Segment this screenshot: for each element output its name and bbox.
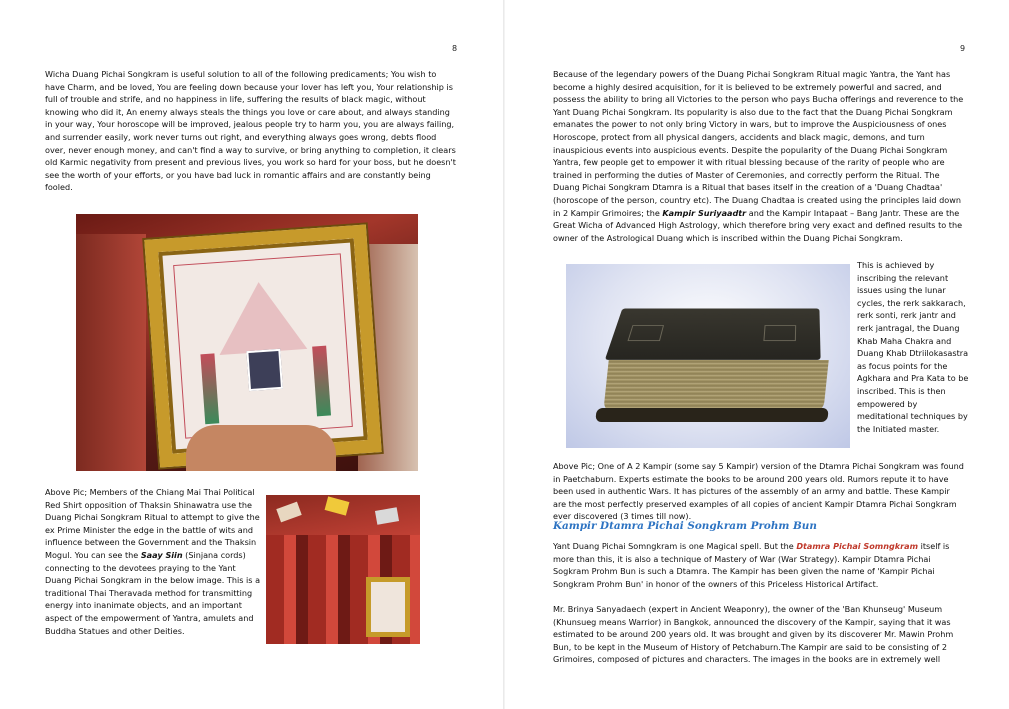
yantra-frame bbox=[366, 577, 410, 637]
spire bbox=[200, 353, 219, 424]
paragraph-emphasis-red: Dtamra Pichai Somngkram bbox=[796, 541, 919, 551]
hand bbox=[186, 425, 336, 471]
yantra-diagram bbox=[173, 253, 353, 438]
page-number-right: 9 bbox=[960, 44, 966, 53]
paragraph-text: Because of the legendary powers of the Duang Pichai Songkram Ritual magic Yantra, the Yant has become a highly desired acquisition, for it is believed to be extremely powerful and sacred, and possess the ability to bring all Victories to the person who pays Bucha offerings and reverence to the Yant Duang Pichai Songkram. Its popularity is also due to the fact that the Duang Pichai Songkram emanates the power to not only bring Victory in wars, but to improve the Auspiciousness of ones Horoscope, protect from all physical dangers, accidents and black magic, demons, and turn inauspicious events into auspicious events. Despite the popularity of the Duang Pichai Songkram Yantra, few people get to empower it with ritual blessing because of the rarity of people who are trained in performing the duties of Master of Ceremonies, and correctly perform the Ritual. The Duang Pichai Songkram Dtamra is a Ritual that bases itself in the creation of a 'Duang Chadtaa' (horoscope of the person, country etc). The Duang Chadtaa is created using the principles laid down in 2 Kampir Grimoires; the bbox=[553, 69, 964, 218]
paragraph-text: itself is more than this, it is also a technique of Mastery of War (War Strategy). Kampir Dtamra Pichai Sogkram Prohm Bun is such a Dtamra. The Kampir has been given the name of 'Kampir Pichai Songkram Prohm Bun' in honor of the owners of this Priceless Historical Artifact. bbox=[553, 541, 950, 589]
flag bbox=[375, 507, 399, 525]
yantra-frame-photo bbox=[76, 214, 418, 471]
book-base bbox=[595, 408, 828, 422]
right-paragraph-2 bbox=[553, 540, 965, 590]
page-number-left: 8 bbox=[452, 44, 458, 53]
caption-text: (Sinjana cords) connecting to the devotees praying to the Yant Duang Pichai Songkram in the below image. This is a traditional Thai Theravada method for transmitting energy into inanimate objects, and an important aspect of the empowerment of Yantra, amulets and Buddha Statues and other Deities. bbox=[45, 549, 261, 636]
yantra-triangle bbox=[215, 279, 308, 355]
book-pages bbox=[603, 360, 828, 412]
paragraph-emphasis: Kampir Suriyaadtr bbox=[662, 207, 747, 218]
book-cover bbox=[605, 309, 821, 360]
intro-paragraph: Wicha Duang Pichai Songkram is useful solution to all of the following predicaments; You wish to have Charm, and be loved, You are feeling down because your lover has left you, Your relationship is full of trouble and strife, and no happiness in life, suffering the results of black magic, without knowing who did it, An enemy always steals the things you love or care about, and always standing in your way, Your horoscope will be improved, jealous people try to harm you, you are always failing, and surrender easily, work never turns out right, and everything always goes wrong, debts flood over, never enough money, and can't find a way to survive, or bring anything to completion, it clears old Karmic negativity from present and previous lives, you work so hard for your boss, but he doesn't see the worth of your efforts, or you have bad luck in romantic affairs and are constantly being fooled. bbox=[45, 69, 456, 193]
cover-inscription bbox=[763, 325, 796, 341]
left-caption bbox=[45, 486, 261, 637]
side-text: This is achieved by inscribing the relevant issues using the lunar cycles, the rerk sakkarach, rerk sonti, rerk jantr and rerk jantragal, the Duang Khab Maha Chakra and Duang Khab Dtriilokasastra as focus points for the Agkhara and Pra Kata to be inscribed. This is then empowered by meditational techniques by the Initiated master. bbox=[857, 260, 969, 434]
flag bbox=[325, 496, 350, 515]
paragraph-text: Yant Duang Pichai Somngkram is one Magical spell. But the bbox=[553, 541, 797, 551]
right-paragraph-3: Mr. Brinya Sanyadaech (expert in Ancient Weaponry), the owner of the 'Ban Khunseug' Museum (Khunsueg means Warrior) in Bangkok, announced the discovery of the Kampir, saying that it was estimated to be around 200 years old. It was brought and given by its discoverer Mr. Mawin Prohm Bun, to be kept in the Museum of History of Petchaburn.The Kampir are said to be consisting of 2 Grimoires, composed of pictures and characters. The images in the books are in extremely well bbox=[553, 604, 954, 665]
paragraph-text: and the Kampir Intapaat – Bang Jantr. These are the Great Wicha of Advanced High Astrology, which therefore bring very exact and defined results to the owner of the Astrological Duang which is inscribed within the Duang Pichai Songkram. bbox=[553, 207, 963, 243]
kampir-book-photo bbox=[566, 264, 850, 448]
page-gutter bbox=[503, 0, 505, 709]
right-paragraph-1 bbox=[553, 68, 965, 244]
right-caption: Above Pic; One of A 2 Kampir (some say 5 Kampir) version of the Dtamra Pichai Songkram was found in Paetchaburn. Experts estimate the books to be around 200 years old. Rumors repute it to have been used in authentic Wars. It has pictures of the assembly of an army and battle. These Kampir are the most perfectly preserved examples of all copies of ancient Kampir Dtamra Pichai Songkram ever discovered (3 times till now). bbox=[553, 461, 964, 522]
section-heading: Kampir Dtamra Pichai Songkram Prohm Bun bbox=[553, 520, 817, 532]
portrait bbox=[246, 349, 283, 391]
caption-emphasis: Saay Siin bbox=[140, 549, 183, 560]
photo-figure bbox=[76, 234, 146, 471]
spire bbox=[312, 346, 331, 417]
flag bbox=[276, 502, 301, 523]
cover-inscription bbox=[627, 325, 664, 341]
caption-text: Above Pic; Members of the Chiang Mai Thai Political Red Shirt opposition of Thaksin Shinawatra use the Duang Pichai Songkram Ritual to attempt to give the ex Prime Minister the edge in the battle of wits and influence between the Government and the Thaksin Mogul. You can see the bbox=[45, 487, 260, 560]
crowd-photo bbox=[266, 495, 420, 644]
